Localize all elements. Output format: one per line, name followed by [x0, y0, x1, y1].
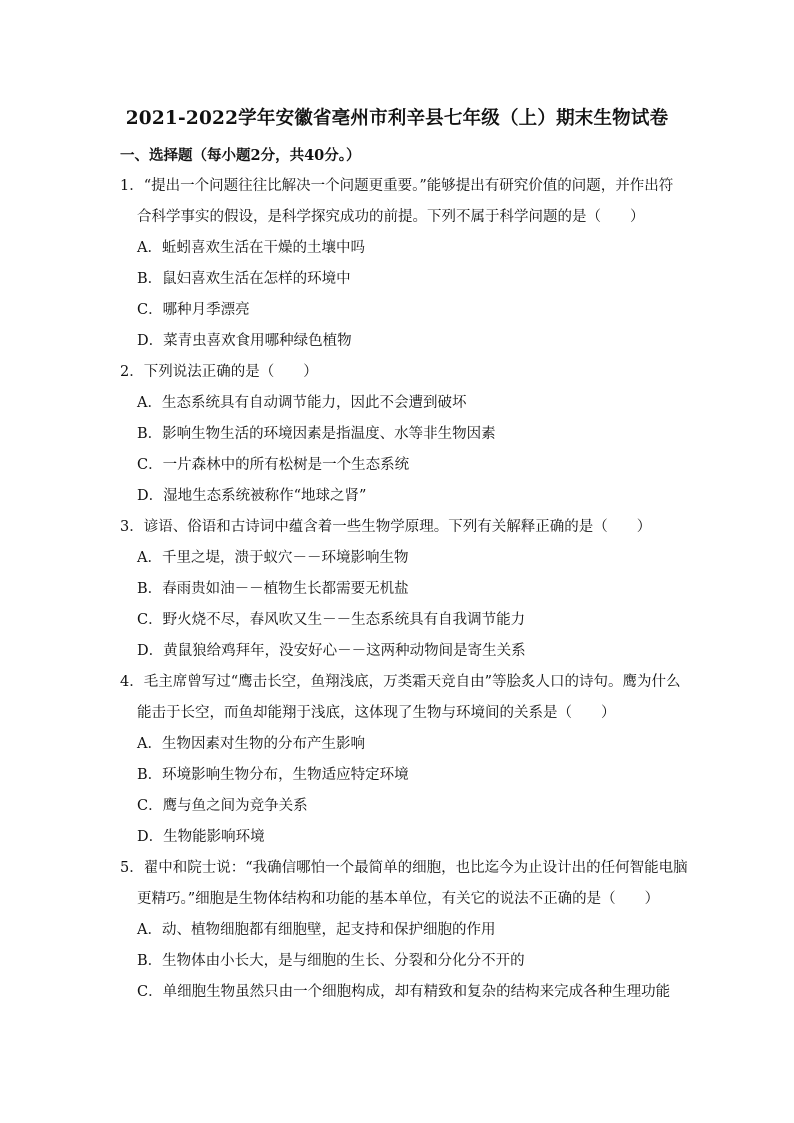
option-d: D．菜青虫喜欢食用哪种绿色植物 — [137, 333, 352, 349]
option-b: B．环境影响生物分布，生物适应特定环境 — [137, 767, 409, 783]
question-5 — [120, 853, 688, 1008]
question-stem-line: 5．翟中和院士说：“我确信哪怕一个最简单的细胞，也比迄今为止设计出的任何智能电脑 — [120, 860, 688, 876]
option-d: D．湿地生态系统被称作“地球之肾” — [137, 488, 367, 504]
option-c: C．一片森林中的所有松树是一个生态系统 — [137, 457, 410, 473]
option-b: B．鼠妇喜欢生活在怎样的环境中 — [137, 271, 351, 287]
question-1 — [120, 171, 680, 357]
option-a: A．千里之堤，溃于蚁穴－－环境影响生物 — [137, 550, 409, 566]
section-heading: 一、选择题（每小题2分，共40分。） — [120, 147, 361, 164]
question-list — [120, 171, 688, 1008]
option-c: C．哪种月季漂亮 — [137, 302, 250, 318]
question-4 — [120, 667, 680, 853]
option-b: B．春雨贵如油－－植物生长都需要无机盐 — [137, 581, 409, 597]
question-stem-line: 更精巧。”细胞是生物体结构和功能的基本单位，有关它的说法不正确的是（ ） — [137, 891, 660, 907]
option-d: D．生物能影响环境 — [137, 829, 265, 845]
option-a: A．生态系统具有自动调节能力，因此不会遭到破坏 — [137, 395, 467, 411]
option-b: B．生物体由小长大，是与细胞的生长、分裂和分化分不开的 — [137, 953, 525, 969]
page-title: 2021-2022学年安徽省亳州市利辛县七年级（上）期末生物试卷 — [125, 108, 669, 129]
option-a: A．生物因素对生物的分布产生影响 — [137, 736, 365, 752]
option-a: A．动、植物细胞都有细胞壁，起支持和保护细胞的作用 — [137, 922, 496, 938]
option-a: A．蚯蚓喜欢生活在干燥的土壤中吗 — [137, 240, 365, 256]
question-stem-line: 合科学事实的假设，是科学探究成功的前提。下列不属于科学问题的是（ ） — [137, 209, 645, 225]
question-stem-line: 2．下列说法正确的是（ ） — [120, 364, 318, 380]
option-d: D．黄鼠狼给鸡拜年，没安好心－－这两种动物间是寄生关系 — [137, 643, 526, 659]
question-stem-line: 3．谚语、俗语和古诗词中蕴含着一些生物学原理。下列有关解释正确的是（ ） — [120, 519, 652, 535]
question-stem-line: 能击于长空，而鱼却能翔于浅底，这体现了生物与环境间的关系是（ ） — [137, 705, 616, 721]
question-3 — [120, 512, 680, 667]
question-2 — [120, 357, 680, 512]
question-stem-line: 4．毛主席曾写过“鹰击长空，鱼翔浅底，万类霜天竞自由”等脍炙人口的诗句。鹰为什么 — [120, 674, 681, 690]
option-c: C．鹰与鱼之间为竞争关系 — [137, 798, 308, 814]
option-c: C．野火烧不尽，春风吹又生－－生态系统具有自我调节能力 — [137, 612, 526, 628]
option-b: B．影响生物生活的环境因素是指温度、水等非生物因素 — [137, 426, 496, 442]
question-stem-line: 1．“提出一个问题往往比解决一个问题更重要。”能够提出有研究价值的问题，并作出符 — [120, 178, 674, 194]
option-c: C．单细胞生物虽然只由一个细胞构成，却有精致和复杂的结构来完成各种生理功能 — [137, 984, 671, 1000]
